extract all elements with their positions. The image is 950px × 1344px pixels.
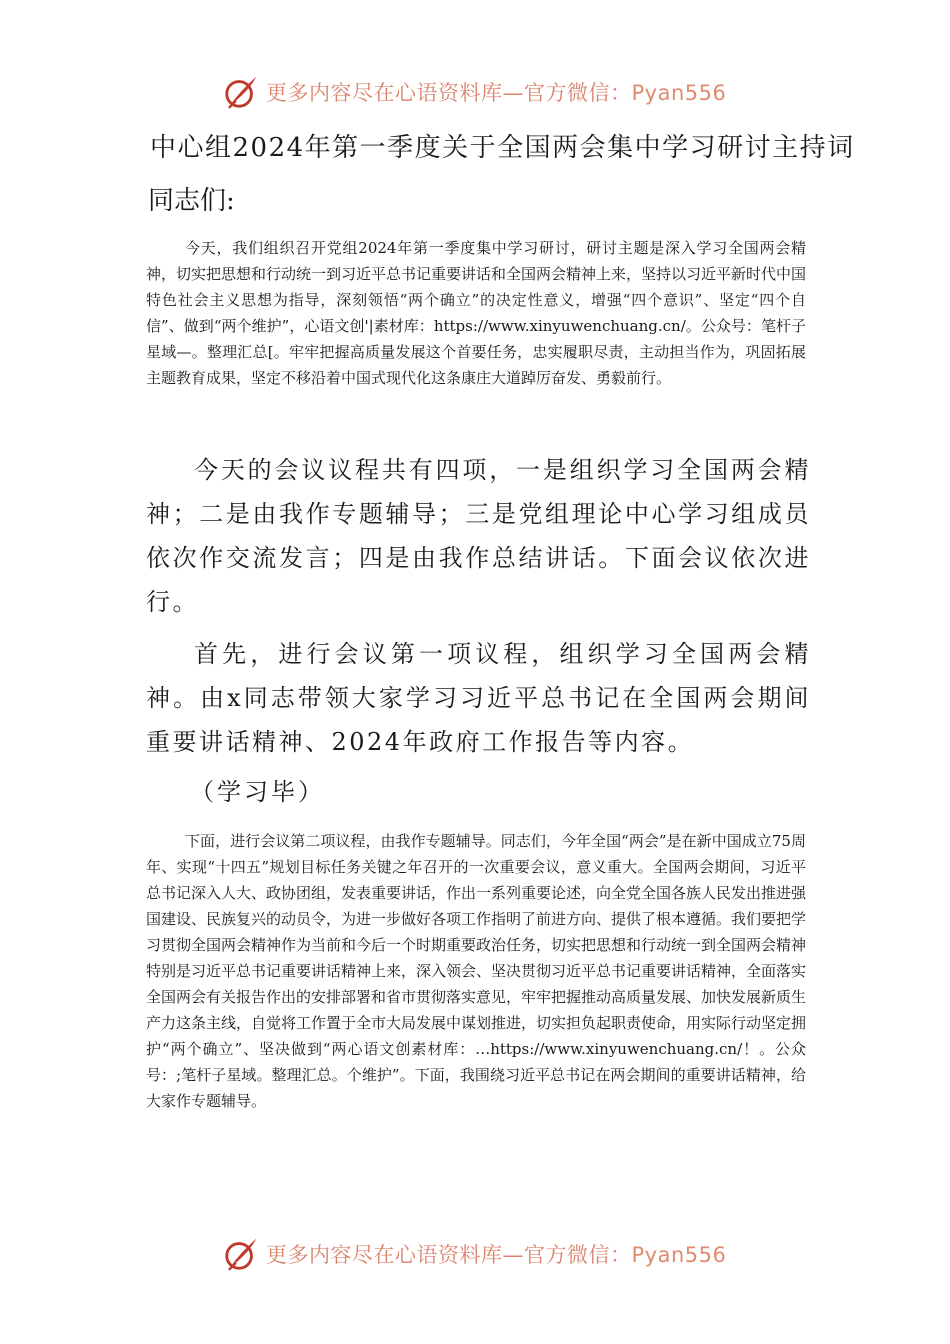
paragraph-second-item: 下面，进行会议第二项议程，由我作专题辅导。同志们，今年全国“两会”是在新中国成立75周年、实现“十四五”规划目标任务关键之年召开的一次重要会议，意义重大。全国两会期间，习近平总书记深入人大、政协团组，发表重要讲话，作出一系列重要论述，向全党全国各族人民发出推进强国建设、民族复兴的动员令，为进一步做好各项工作指明了前进方向、提供了根本遵循。我们要把学习贯彻全国两会精神作为当前和今后一个时期重要政治任务，切实把思想和行动统一到全国两会精神特别是习近平总书记重要讲话精神上来，深入领会、坚决贯彻习近平总书记重要讲话精神，全面落实全国两会有关报告作出的安排部署和省市贯彻落实意见，牢牢把握推动高质量发展、加快发展新质生产力这条主线，自觉将工作置于全市大局发展中谋划推进，切实担负起职责使命，用实际行动坚定拥护“两个确立”、坚决做到“两心语文创素材库：…https://www.xinyuwenchuang.cn/！。公众号：;笔杆子星域。整理汇总。个维护”。下面，我围绕习近平总书记在两会期间的重要讲话精神，给大家作专题辅导。 — [146, 832, 807, 1110]
paragraph-first-item: 首先，进行会议第一项议程，组织学习全国两会精神。由x同志带领大家学习习近平总书记在全国两会期间重要讲话精神、2024年政府工作报告等内容。 — [146, 640, 811, 756]
paragraph-agenda: 今天的会议议程共有四项，一是组织学习全国两会精神；二是由我作专题辅导；三是党组理论中心学习组成员依次作交流发言；四是由我作总结讲话。下面会议依次进行。 — [146, 456, 811, 616]
quill-pen-logo — [222, 73, 260, 111]
watermark-text: 更多内容尽在心语资料库—官方微信：Pyan556 — [266, 1243, 727, 1267]
greeting: 同志们: — [148, 186, 235, 216]
watermark-footer — [222, 1234, 726, 1274]
paragraph-study-done: （学习毕） — [190, 778, 325, 806]
watermark-header — [222, 72, 726, 112]
paragraph-intro: 今天，我们组织召开党组2024年第一季度集中学习研讨，研讨主题是深入学习全国两会精神，切实把思想和行动统一到习近平总书记重要讲话和全国两会精神上来，坚持以习近平新时代中国特色社会主义思想为指导，深刻领悟“两个确立”的决定性意义，增强“四个意识”、坚定“四个自信”、做到“两个维护”，心语文创'|素材库：https://www.xinyuwenchuang.cn/。公众号：笔杆子星域—。整理汇总[。牢牢把握高质量发展这个首要任务，忠实履职尽责，主动担当作为，巩固拓展主题教育成果，坚定不移沿着中国式现代化这条康庄大道踔厉奋发、勇毅前行。 — [146, 239, 807, 387]
document-title: 中心组2024年第一季度关于全国两会集中学习研讨主持词 — [150, 133, 855, 163]
quill-pen-logo — [222, 1235, 260, 1273]
watermark-text: 更多内容尽在心语资料库—官方微信：Pyan556 — [266, 81, 727, 105]
